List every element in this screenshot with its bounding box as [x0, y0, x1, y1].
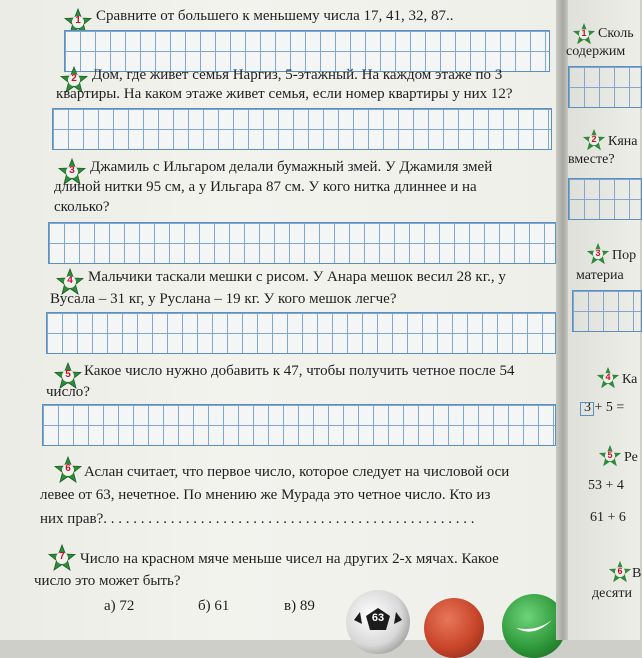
task-6-text-line-3: них прав?. . . . . . . . . . . . . . . . . . . . . . . . . . . . . . . . . . . . . . . . . . . . . . . . . . [40, 511, 475, 527]
task-3-text-line-2: длиной нитки 95 см, а у Ильгара 87 см. У кого нитка длиннее и на [54, 179, 477, 195]
task-6-number: 6 [65, 463, 71, 474]
option-a[interactable]: а) 72 [104, 598, 135, 614]
right-task-1-line-1: Сколь [598, 26, 634, 41]
task-3-text-line-1: Джамиль с Ильгаром делали бумажный змей. У Джамиля змей [90, 159, 493, 175]
task-4-answer-grid[interactable] [46, 312, 556, 354]
task-3-number: 3 [69, 165, 75, 176]
task-2-text-line-2: квартиры. На каком этаже живет семья, если номер квартиры у них 12? [56, 86, 513, 102]
right-task-3-line-1: Пор [612, 248, 637, 263]
task-2-text-line-1: Дом, где живет семья Наргиз, 5-этажный. На каждом этаже по 3 [92, 67, 503, 83]
right-task-5-line-2: 53 + 4 [588, 478, 624, 493]
right-task-4-number: 4 [605, 372, 611, 382]
right-task-5-number: 5 [607, 450, 613, 460]
red-ball-icon [424, 598, 484, 658]
right-task-3-number: 3 [595, 248, 601, 258]
right-task-1-star-icon [572, 22, 596, 46]
soccer-ball-number: 63 [371, 612, 385, 624]
right-task-2-line-1: Кяна [608, 134, 638, 149]
right-task-3-line-2: материа [576, 268, 624, 283]
right-task-5-line-3: 61 + 6 [590, 510, 626, 525]
right-task-2-grid[interactable] [568, 178, 642, 220]
right-task-6-number: 6 [617, 566, 623, 576]
task-1-number: 1 [75, 15, 81, 26]
task-5-text-line-2: число? [46, 384, 90, 400]
task-3-text-line-3: сколько? [54, 199, 110, 215]
right-task-2-number: 2 [591, 134, 597, 144]
right-task-6-line-2: десяти [592, 586, 632, 601]
right-task-6-star-icon [608, 560, 632, 584]
task-6-text-line-1: Аслан считает, что первое число, которое следует на числовой оси [84, 464, 510, 480]
task-5-number: 5 [65, 369, 71, 380]
task-3-answer-grid[interactable] [48, 222, 556, 264]
right-task-5-line-1: Ре [624, 450, 638, 465]
right-task-4-line-2: 3 + 5 = [584, 400, 625, 415]
task-4-number: 4 [67, 275, 73, 286]
right-task-6-line-1: В [632, 566, 642, 581]
right-task-2-line-2: вместе? [568, 152, 615, 167]
right-task-1-grid[interactable] [568, 66, 642, 108]
right-task-3-star-icon [586, 242, 610, 266]
right-task-4-line-1: Ка [622, 372, 638, 387]
right-task-2-star-icon [582, 128, 606, 152]
task-7-text-line-2: число это может быть? [34, 573, 181, 589]
task-4-text-line-2: Вусала – 31 кг, у Руслана – 19 кг. У кого мешок легче? [50, 291, 397, 307]
task-1-text-line-1: Сравните от большего к меньшему числа 17, 41, 32, 87.. [96, 8, 454, 24]
task-6-star-icon [54, 456, 82, 484]
task-6-text-line-2: левее от 63, нечетное. По мнению же Мурада это четное число. Кто из [40, 487, 491, 503]
right-page [568, 0, 640, 640]
right-task-3-grid[interactable] [572, 290, 642, 332]
task-2-number: 2 [71, 73, 77, 84]
right-task-1-line-2: содержим [566, 44, 626, 59]
task-7-number: 7 [59, 551, 65, 562]
right-task-4-answer-box[interactable] [580, 402, 594, 416]
right-task-1-number: 1 [581, 28, 587, 38]
task-2-answer-grid[interactable] [52, 108, 552, 150]
right-task-5-star-icon [598, 444, 622, 468]
task-4-text-line-1: Мальчики таскали мешки с рисом. У Анара мешок весил 28 кг., у [88, 269, 506, 285]
option-c[interactable]: в) 89 [284, 598, 315, 614]
task-5-answer-grid[interactable] [42, 404, 556, 446]
soccer-ball-icon [346, 590, 410, 654]
right-task-4-star-icon [596, 366, 620, 390]
task-5-text-line-1: Какое число нужно добавить к 47, чтобы получить четное после 54 [84, 363, 515, 379]
option-b[interactable]: б) 61 [198, 598, 230, 614]
task-7-text-line-1: Число на красном мяче меньше чисел на других 2-х мячах. Какое [80, 551, 499, 567]
task-7-star-icon [48, 544, 76, 572]
